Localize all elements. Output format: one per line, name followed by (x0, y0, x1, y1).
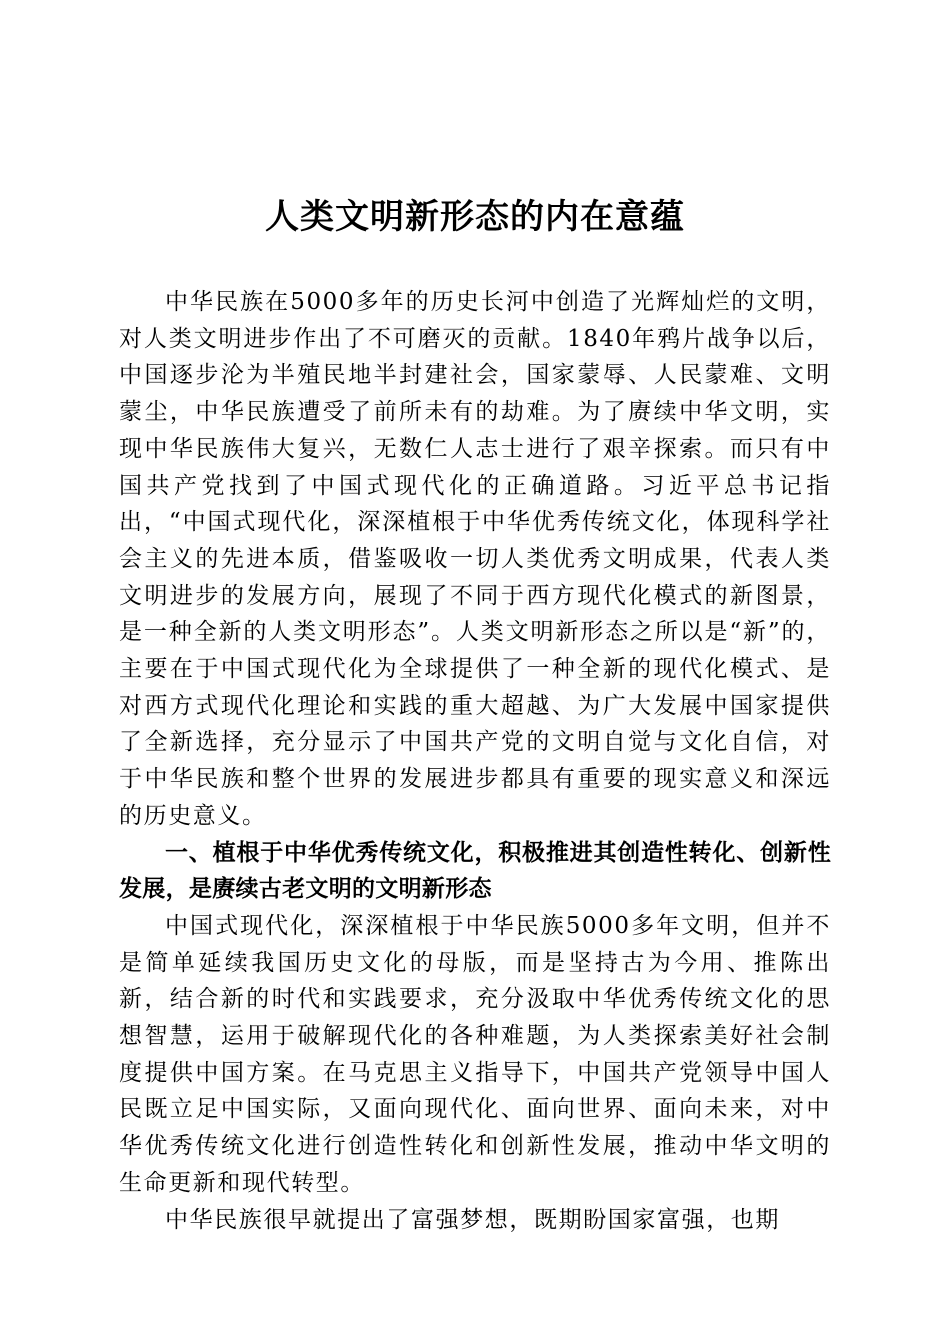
paragraph-intro: 中华民族在5000多年的历史长河中创造了光辉灿烂的文明，对人类文明进步作出了不可磨灭的贡献。1840年鸦片战争以后，中国逐步沦为半殖民地半封建社会，国家蒙辱、人民蒙难、文明蒙尘，中华民族遭受了前所未有的劫难。为了赓续中华文明，实现中华民族伟大复兴，无数仁人志士进行了艰辛探索。而只有中国共产党找到了中国式现代化的正确道路。习近平总书记指出，“中国式现代化，深深植根于中华优秀传统文化，体现科学社会主义的先进本质，借鉴吸收一切人类优秀文明成果，代表人类文明进步的发展方向，展现了不同于西方现代化模式的新图景，是一种全新的人类文明形态”。人类文明新形态之所以是“新”的，主要在于中国式现代化为全球提供了一种全新的现代化模式、是对西方式现代化理论和实践的重大超越、为广大发展中国家提供了全新选择，充分显示了中国共产党的文明自觉与文化自信，对于中华民族和整个世界的发展进步都具有重要的现实意义和深远的历史意义。 (119, 289, 831, 829)
document-title: 人类文明新形态的内在意蕴 (265, 197, 685, 237)
paragraph-continued: 中华民族很早就提出了富强梦想，既期盼国家富强，也期 (165, 1206, 780, 1233)
paragraph-section-1: 中国式现代化，深深植根于中华民族5000多年文明，但并不是简单延续我国历史文化的母版，而是坚持古为今用、推陈出新，结合新的时代和实践要求，充分汲取中华优秀传统文化的思想智慧，运用于破解现代化的各种难题，为人类探索美好社会制度提供中国方案。在马克思主义指导下，中国共产党领导中国人民既立足中国实际，又面向现代化、面向世界、面向未来，对中华优秀传统文化进行创造性转化和创新性发展，推动中华文明的生命更新和现代转型。 (119, 912, 831, 1196)
document-body (119, 284, 831, 1238)
section-heading-1: 一、植根于中华优秀传统文化，积极推进其创造性转化、创新性发展，是赓续古老文明的文明新形态 (119, 839, 831, 903)
